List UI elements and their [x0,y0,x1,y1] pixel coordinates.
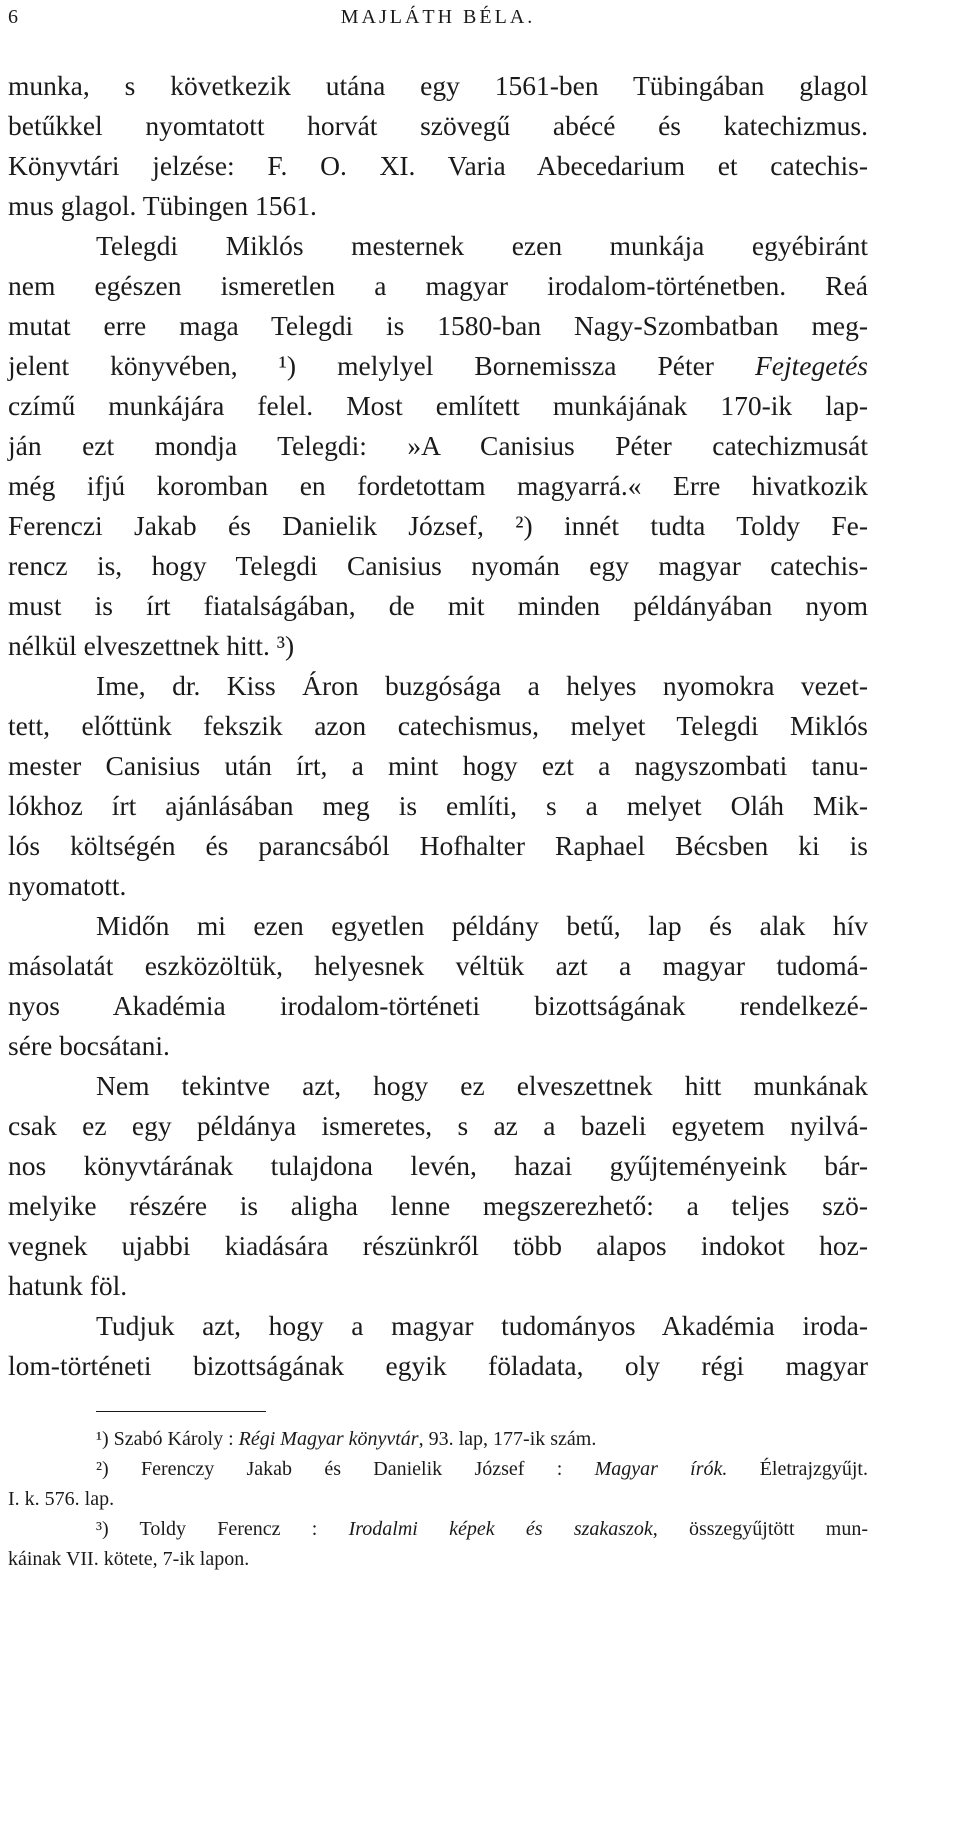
footnote-line [8,1484,868,1514]
text-line: mutat erre maga Telegdi is 1580-ban Nagy-Szombatban meg- [8,310,868,341]
footnote-text: , 93. lap, 177-ik szám. [418,1428,597,1450]
text-line: Ferenczi Jakab és Danielik József, ²) innét tudta Toldy Fe- [8,510,868,541]
text-line: betűkkel nyomtatott horvát szövegű abécé és katechizmus. [8,110,868,141]
footnote-line [8,1514,868,1544]
text-line: nyos Akadémia irodalom-történeti bizottságának rendelkezé- [8,990,868,1021]
text-line: mus glagol. Tübingen 1561. [8,190,317,221]
text-line: Tudjuk azt, hogy a magyar tudományos Akadémia iroda- [96,1310,868,1341]
text-line: csak ez egy példánya ismeretes, s az a bazeli egyetem nyilvá- [8,1110,868,1141]
footnote-line [8,1424,868,1454]
body-text [8,66,868,1386]
book-title: Fejtegetés [755,350,868,381]
footnote-line [8,1544,868,1574]
footnote-divider [96,1411,266,1412]
footnote-line [8,1454,868,1484]
page-number: 6 [8,6,21,28]
running-head: MAJLÁTH BÉLA. [340,6,536,28]
footnote-text: I. k. 576. lap. [8,1488,115,1510]
text-line: rencz is, hogy Telegdi Canisius nyomán egy magyar catechis- [8,550,868,581]
text-line: Könyvtári jelzése: F. O. XI. Varia Abecedarium et catechis- [8,150,868,181]
text-line: tett, előttünk fekszik azon catechismus, melyet Telegdi Miklós [8,710,868,741]
text-line: mester Canisius után írt, a mint hogy ezt a nagyszombati tanu- [8,750,868,781]
text-line: Nem tekintve azt, hogy ez elveszettnek hitt munkának [96,1070,868,1101]
footnote-text: ³) Toldy Ferencz : [96,1518,349,1540]
text-line: Ime, dr. Kiss Áron buzgósága a helyes nyomokra vezet- [96,670,868,701]
text-line: munka, s következik utána egy 1561-ben Tübingában glagol [8,70,868,101]
text-line: másolatát eszközöltük, helyesnek véltük azt a magyar tudomá- [8,950,868,981]
text-line: nos könyvtárának tulajdona levén, hazai gyűjteményeink bár- [8,1150,868,1181]
text-run: jelent könyvében, ¹) melylyel Bornemissza Péter [8,350,755,381]
text-line: must is írt fiatalságában, de mit minden példányában nyom [8,590,868,621]
text-line: vegnek ujabbi kiadására részünkről több alapos indokot hoz- [8,1230,868,1261]
text-line: nyomatott. [8,870,127,901]
text-line: nélkül elveszettnek hitt. ³) [8,630,295,661]
text-line: sére bocsátani. [8,1030,170,1061]
text-line: lókhoz írt ajánlásában meg is említi, s a melyet Oláh Mik- [8,790,868,821]
footnote-text: ²) Ferenczy Jakab és Danielik József : [96,1458,595,1480]
text-line: czímű munkájára felel. Most említett munkájának 170-ik lap- [8,390,868,421]
text-line: hatunk föl. [8,1270,128,1301]
text-line: még ifjú koromban en fordetottam magyarrá.« Erre hivatkozik [8,470,868,501]
footnote-title: Régi Magyar könyvtár [238,1428,419,1450]
text-line: melyike részére is aligha lenne megszerezhető: a teljes szö- [8,1190,868,1221]
footnote-title: Irodalmi képek és szakaszok [348,1518,653,1540]
page-header [8,6,868,36]
text-line: nem egészen ismeretlen a magyar irodalom-történetben. Reá [8,270,868,301]
footnote-title: Magyar írók. [594,1458,728,1480]
text-line: ján ezt mondja Telegdi: »A Canisius Péter catechizmusát [8,430,868,461]
book-page [8,0,868,1574]
footnote-text: ¹) Szabó Károly : [96,1428,239,1450]
footnote-text: , összegyűjtött mun- [652,1518,868,1540]
text-line: Midőn mi ezen egyetlen példány betű, lap és alak hív [96,910,868,941]
text-line [8,346,868,386]
text-line: lós költségén és parancsából Hofhalter Raphael Bécsben ki is [8,830,868,861]
footnote-text: Életrajzgyűjt. [727,1458,868,1480]
text-line: lom-történeti bizottságának egyik föladata, oly régi magyar [8,1350,868,1381]
footnotes [8,1424,868,1574]
footnote-text: káinak VII. kötete, 7-ik lapon. [8,1548,250,1570]
text-line: Telegdi Miklós mesternek ezen munkája egyébiránt [96,230,868,261]
